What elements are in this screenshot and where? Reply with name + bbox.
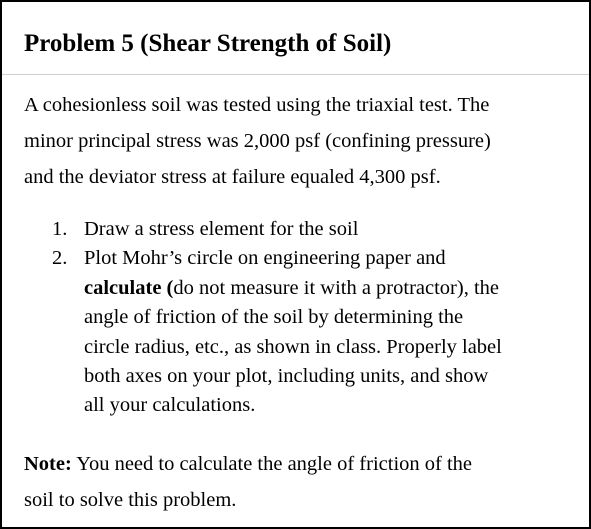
note-paragraph (24, 446, 574, 518)
note-line-1: You need to calculate the angle of friction of the (76, 453, 473, 475)
task-number: 2. (52, 247, 68, 270)
task-text-line: angle of friction of the soil by determining the (84, 306, 464, 329)
task-item-1 (2, 215, 574, 244)
emphasis-paren: ( (166, 276, 174, 299)
description-line-1: A cohesionless soil was tested using the triaxial test. The (24, 94, 490, 116)
task-list (2, 215, 591, 421)
description-line-2: minor principal stress was 2,000 psf (confining pressure) (24, 130, 491, 152)
task-text-line: Draw a stress element for the soil (84, 218, 359, 240)
task-text-line: all your calculations. (84, 394, 256, 417)
task-text-line: both axes on your plot, including units, and show (84, 365, 489, 388)
task-number: 1. (52, 218, 68, 240)
task-item-2 (2, 244, 574, 420)
emphasis-calculate: calculate (84, 276, 162, 299)
problem-description (24, 87, 574, 195)
task-text-line: circle radius, etc., as shown in class. Properly label (84, 335, 502, 358)
note-label: Note: (24, 453, 72, 475)
task-text-line: Plot Mohr’s circle on engineering paper and (84, 247, 446, 270)
title-divider (2, 74, 589, 75)
note-line-2: soil to solve this problem. (24, 489, 237, 511)
problem-title: Problem 5 (Shear Strength of Soil) (24, 30, 392, 57)
task-text-line: do not measure it with a protractor), the (173, 276, 499, 299)
description-line-3: and the deviator stress at failure equaled 4,300 psf. (24, 166, 441, 188)
